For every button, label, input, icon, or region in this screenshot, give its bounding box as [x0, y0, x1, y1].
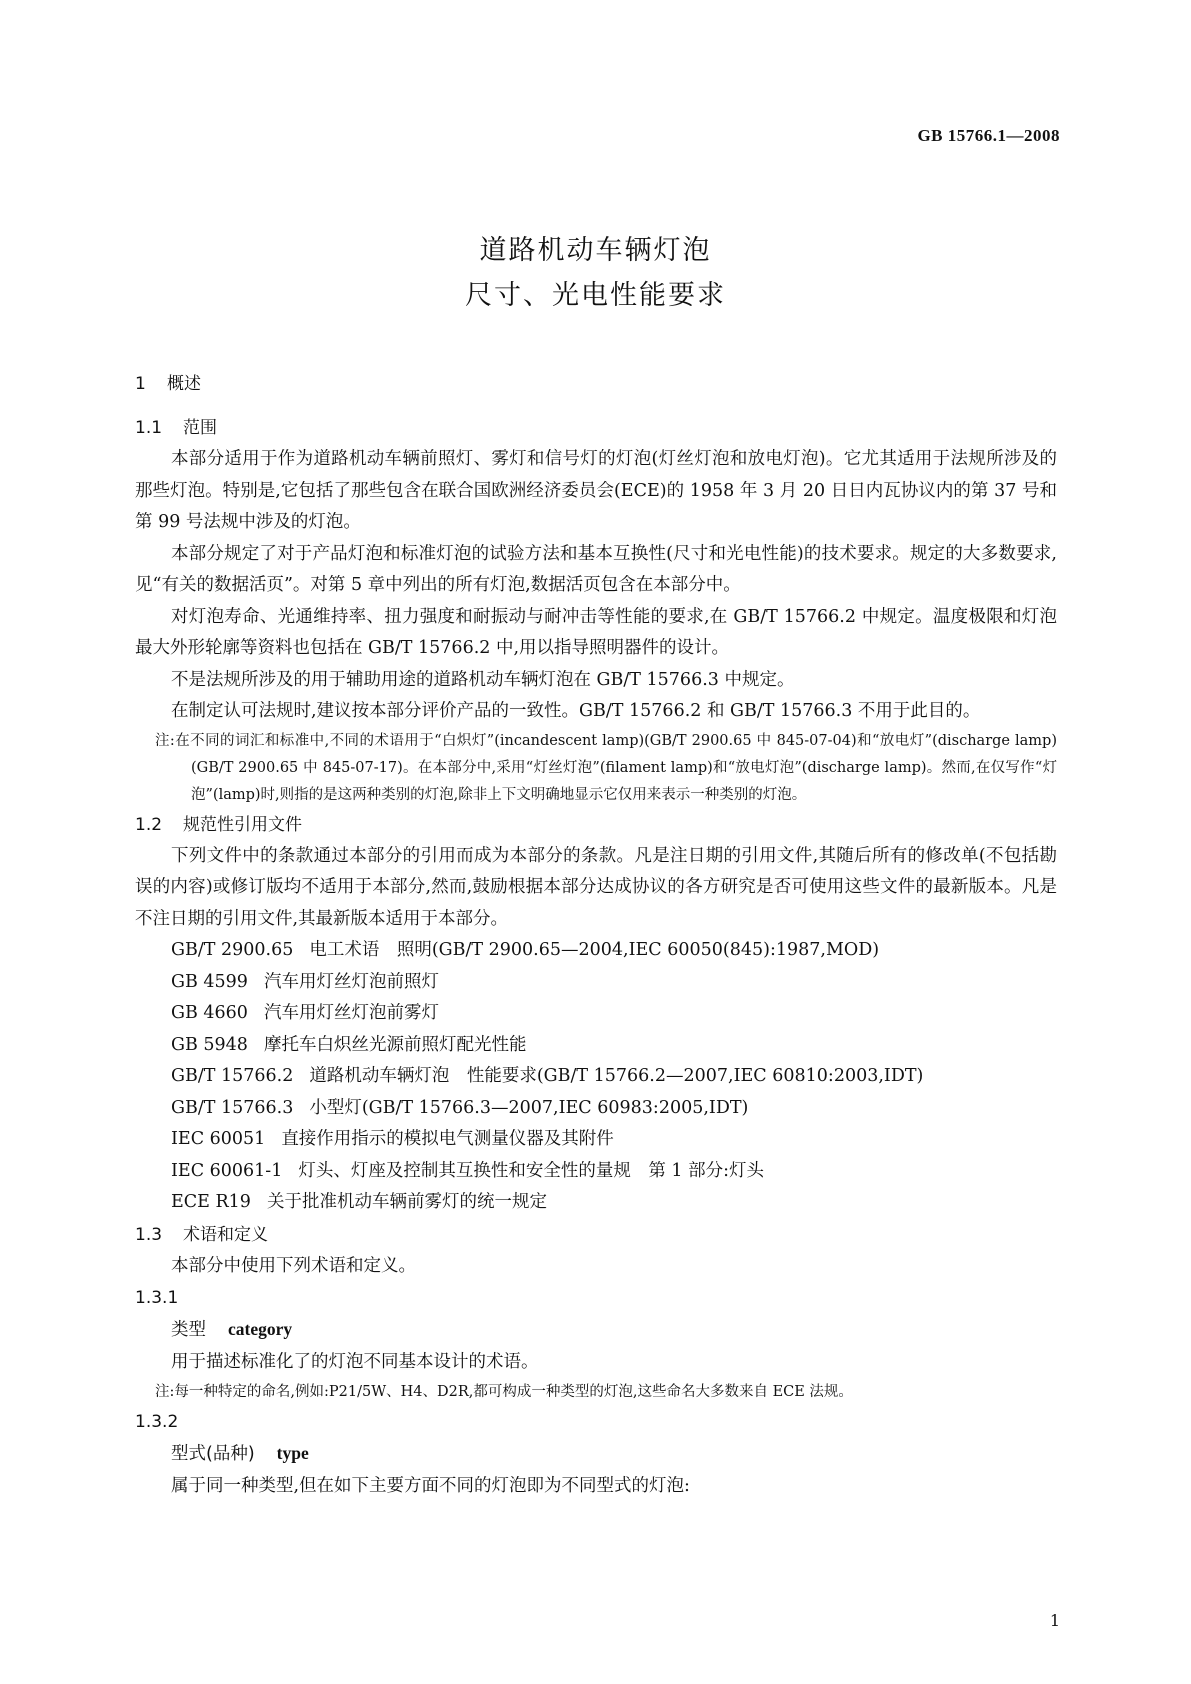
reference-code: ECE R19	[171, 1192, 251, 1212]
term-1-note: 注:每一种特定的命名,例如:P21/5W、H4、D2R,都可构成一种类型的灯泡,这些命名大多数来自 ECE 法规。	[155, 1384, 853, 1400]
reference-title: 小型灯(GB/T 15766.3—2007,IEC 60983:2005,IDT)	[309, 1097, 749, 1118]
reference-code: GB/T 2900.65	[171, 940, 294, 960]
reference-item	[135, 998, 1057, 1030]
scope-paragraph-3: 对灯泡寿命、光通维持率、扭力强度和耐振动与耐冲击等性能的要求,在 GB/T 15766.2 中规定。温度极限和灯泡最大外形轮廓等资料也包括在 GB/T 15766.2 中,用以指导照明器件的设计。	[135, 606, 1057, 658]
document-title-line2: 尺寸、光电性能要求	[465, 280, 726, 311]
section-number: 1	[135, 374, 146, 394]
section-1-3-heading	[135, 1219, 1057, 1251]
terms-intro: 本部分中使用下列术语和定义。	[171, 1255, 416, 1276]
section-1-heading	[135, 368, 1057, 400]
document-title-line1: 道路机动车辆灯泡	[479, 235, 712, 266]
reference-title: 汽车用灯丝灯泡前雾灯	[263, 1003, 439, 1023]
reference-title: 汽车用灯丝灯泡前照灯	[263, 971, 439, 992]
reference-code: IEC 60061-1	[171, 1160, 283, 1181]
term-1-definition: 用于描述标准化了的灯泡不同基本设计的术语。	[171, 1351, 539, 1372]
standard-code: GB 15766.1—2008	[917, 126, 1060, 145]
reference-title: 道路机动车辆灯泡 性能要求(GB/T 15766.2—2007,IEC 60810:2003,IDT)	[309, 1066, 924, 1086]
reference-item	[135, 935, 1057, 967]
section-title: 术语和定义	[183, 1224, 268, 1245]
term-2-definition: 属于同一种类型,但在如下主要方面不同的灯泡即为不同型式的灯泡:	[171, 1475, 690, 1496]
section-title: 规范性引用文件	[183, 814, 302, 835]
reference-item	[135, 967, 1057, 999]
reference-item	[135, 1061, 1057, 1093]
reference-title: 关于批准机动车辆前雾灯的统一规定	[266, 1192, 547, 1212]
section-title: 范围	[183, 418, 217, 438]
section-1-2-heading	[135, 809, 1057, 841]
reference-item	[135, 1030, 1057, 1062]
reference-code: GB 4599	[171, 971, 248, 992]
reference-title: 直接作用指示的模拟电气测量仪器及其附件	[281, 1129, 614, 1149]
section-title: 概述	[167, 374, 201, 394]
section-1-1-heading	[135, 412, 1057, 444]
reference-title: 灯头、灯座及控制其互换性和安全性的量规 第 1 部分:灯头	[298, 1160, 765, 1181]
term-2-number: 1.3.2	[135, 1412, 179, 1432]
reference-code: GB 5948	[171, 1034, 248, 1055]
document-body	[135, 368, 1057, 1502]
reference-item	[135, 1093, 1057, 1125]
reference-item	[135, 1187, 1057, 1219]
references-intro: 下列文件中的条款通过本部分的引用而成为本部分的条款。凡是注日期的引用文件,其随后所有的修改单(不包括勘误的内容)或修订版均不适用于本部分,然而,鼓励根据本部分达成协议的各方研究是否可使用这些文件的最新版本。凡是不注日期的引用文件,其最新版本适用于本部分。	[135, 845, 1057, 929]
term-cn: 型式(品种)	[171, 1444, 255, 1464]
section-number: 1.2	[135, 814, 163, 835]
reference-code: IEC 60051	[171, 1129, 266, 1149]
scope-paragraph-1: 本部分适用于作为道路机动车辆前照灯、雾灯和信号灯的灯泡(灯丝灯泡和放电灯泡)。它尤其适用于法规所涉及的那些灯泡。特别是,它包括了那些包含在联合国欧洲经济委员会(ECE)的 1958 年 3 月 20 日日内瓦协议内的第 37 号和第 99 号法规中涉及的灯泡。	[135, 449, 1057, 532]
reference-code: GB 4660	[171, 1003, 248, 1023]
scope-paragraph-2: 本部分规定了对于产品灯泡和标准灯泡的试验方法和基本互换性(尺寸和光电性能)的技术要求。规定的大多数要求,见“有关的数据活页”。对第 5 章中列出的所有灯泡,数据活页包含在本部分中。	[135, 543, 1057, 595]
reference-item	[135, 1156, 1057, 1188]
term-en: type	[276, 1443, 309, 1463]
reference-title: 电工术语 照明(GB/T 2900.65—2004,IEC 60050(845):1987,MOD)	[309, 940, 880, 960]
reference-title: 摩托车白炽丝光源前照灯配光性能	[263, 1034, 527, 1055]
term-1-number: 1.3.1	[135, 1288, 179, 1308]
reference-code: GB/T 15766.3	[171, 1097, 294, 1118]
section-number: 1.1	[135, 418, 163, 438]
scope-paragraph-4: 不是法规所涉及的用于辅助用途的道路机动车辆灯泡在 GB/T 15766.3 中规定。	[171, 669, 795, 690]
reference-item	[135, 1124, 1057, 1156]
term-en: category	[228, 1319, 293, 1339]
scope-note: 注:在不同的词汇和标准中,不同的术语用于“白炽灯”(incandescent lamp)(GB/T 2900.65 中 845-07-04)和“放电灯”(discharge lamp)(GB/T 2900.65 中 845-07-17)。在本部分中,采用“灯丝灯泡”(filament lamp)和“放电灯泡”(discharge lamp)。然而,在仅写作“灯泡”(lamp)时,则指的是这两种类别的灯泡,除非上下文明确地显示它仅用来表示一种类别的灯泡。	[155, 732, 1057, 803]
page-number: 1	[1049, 1611, 1060, 1630]
reference-code: GB/T 15766.2	[171, 1066, 294, 1086]
scope-paragraph-5: 在制定认可法规时,建议按本部分评价产品的一致性。GB/T 15766.2 和 GB/T 15766.3 不用于此目的。	[171, 701, 981, 721]
term-cn: 类型	[171, 1320, 206, 1340]
term-1-heading	[135, 1314, 1057, 1347]
term-2-heading	[135, 1438, 1057, 1471]
section-number: 1.3	[135, 1224, 163, 1245]
